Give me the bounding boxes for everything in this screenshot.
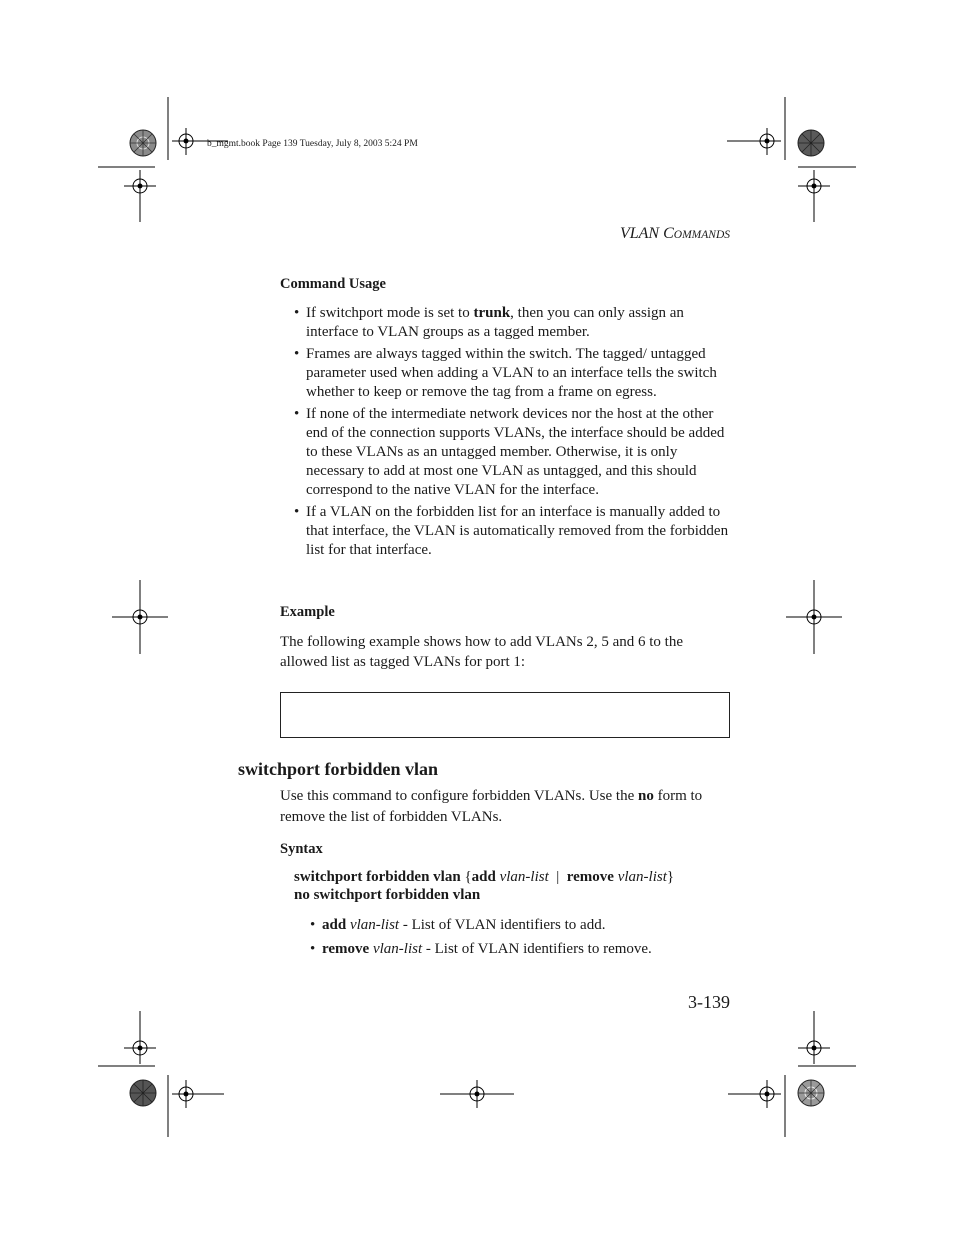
page-number: 3-139 bbox=[688, 992, 730, 1012]
syntax-heading: Syntax bbox=[280, 841, 323, 857]
usage-bullet-3: • If none of the intermediate network devices nor the host at the other end of the connection supports VLANs, the interface should be added to these VLANs as an untagged member. Otherwise, it is only necessary to add at most one VLAN as untagged, and this should correspond to the native VLAN for the interface. bbox=[280, 405, 730, 500]
running-head-first: VLAN C bbox=[619, 225, 674, 242]
param-add-keyword: add bbox=[322, 917, 347, 933]
usage-bullet-4: • If a VLAN on the forbidden list for an interface is manually added to that interface, the VLAN is automatically removed from the forbidden list for that interface. bbox=[280, 503, 730, 560]
section-description-pre: Use this command to configure forbidden VLANs. Use the bbox=[280, 788, 638, 804]
syntax-brace-close: } bbox=[666, 869, 675, 885]
running-head bbox=[620, 225, 730, 243]
syntax-arg-1: vlan-list bbox=[495, 869, 549, 885]
param-remove-desc: - List of VLAN identifiers to remove. bbox=[422, 941, 652, 957]
usage-bullet-1-post: , then you can only assign an interface to VLAN groups as a tagged member. bbox=[306, 305, 684, 340]
example-text: The following example shows how to add VLANs 2, 5 and 6 to the allowed list as tagged VLANs for port 1: bbox=[280, 634, 684, 670]
syntax-add-keyword: add bbox=[471, 869, 496, 885]
syntax-arg-2: vlan-list bbox=[613, 869, 667, 885]
param-remove-arg: vlan-list bbox=[369, 941, 423, 957]
section-description-post: form to remove the list of forbidden VLANs. bbox=[280, 788, 703, 825]
running-head-smallcaps: OMMANDS bbox=[673, 229, 730, 241]
usage-bullet-2: • Frames are always tagged within the switch. The tagged/ untagged parameter used when adding a VLAN to an interface tells the switch whether to keep or remove the tag from a frame on egress. bbox=[280, 345, 730, 402]
syntax-command: switchport forbidden vlan bbox=[294, 869, 461, 885]
syntax-block bbox=[294, 868, 674, 904]
example-code-box bbox=[280, 692, 730, 738]
param-remove-keyword: remove bbox=[322, 941, 370, 957]
syntax-parameters bbox=[296, 915, 726, 963]
syntax-line-1 bbox=[294, 868, 674, 886]
syntax-line-2 bbox=[294, 886, 674, 904]
syntax-remove-keyword: remove bbox=[566, 869, 614, 885]
param-remove bbox=[296, 939, 726, 960]
print-slug: b_mgmt.book Page 139 Tuesday, July 8, 2003 5:24 PM bbox=[207, 139, 418, 149]
usage-bullet-1-pre: If switchport mode is set to bbox=[306, 305, 474, 321]
section-description-keyword: no bbox=[638, 788, 654, 804]
command-usage-list bbox=[280, 304, 730, 563]
param-add bbox=[296, 915, 726, 936]
usage-bullet-1 bbox=[280, 304, 730, 342]
section-title: switchport forbidden vlan bbox=[238, 759, 439, 779]
section-description bbox=[280, 786, 730, 828]
command-usage-heading: Command Usage bbox=[280, 276, 386, 292]
param-add-arg: vlan-list bbox=[346, 917, 400, 933]
syntax-no-command: no switchport forbidden vlan bbox=[294, 887, 481, 903]
usage-bullet-1-keyword: trunk bbox=[473, 305, 511, 321]
example-heading: Example bbox=[280, 604, 335, 620]
syntax-separator: | bbox=[548, 869, 567, 885]
syntax-brace-open: { bbox=[460, 869, 472, 885]
param-add-desc: - List of VLAN identifiers to add. bbox=[399, 917, 606, 933]
